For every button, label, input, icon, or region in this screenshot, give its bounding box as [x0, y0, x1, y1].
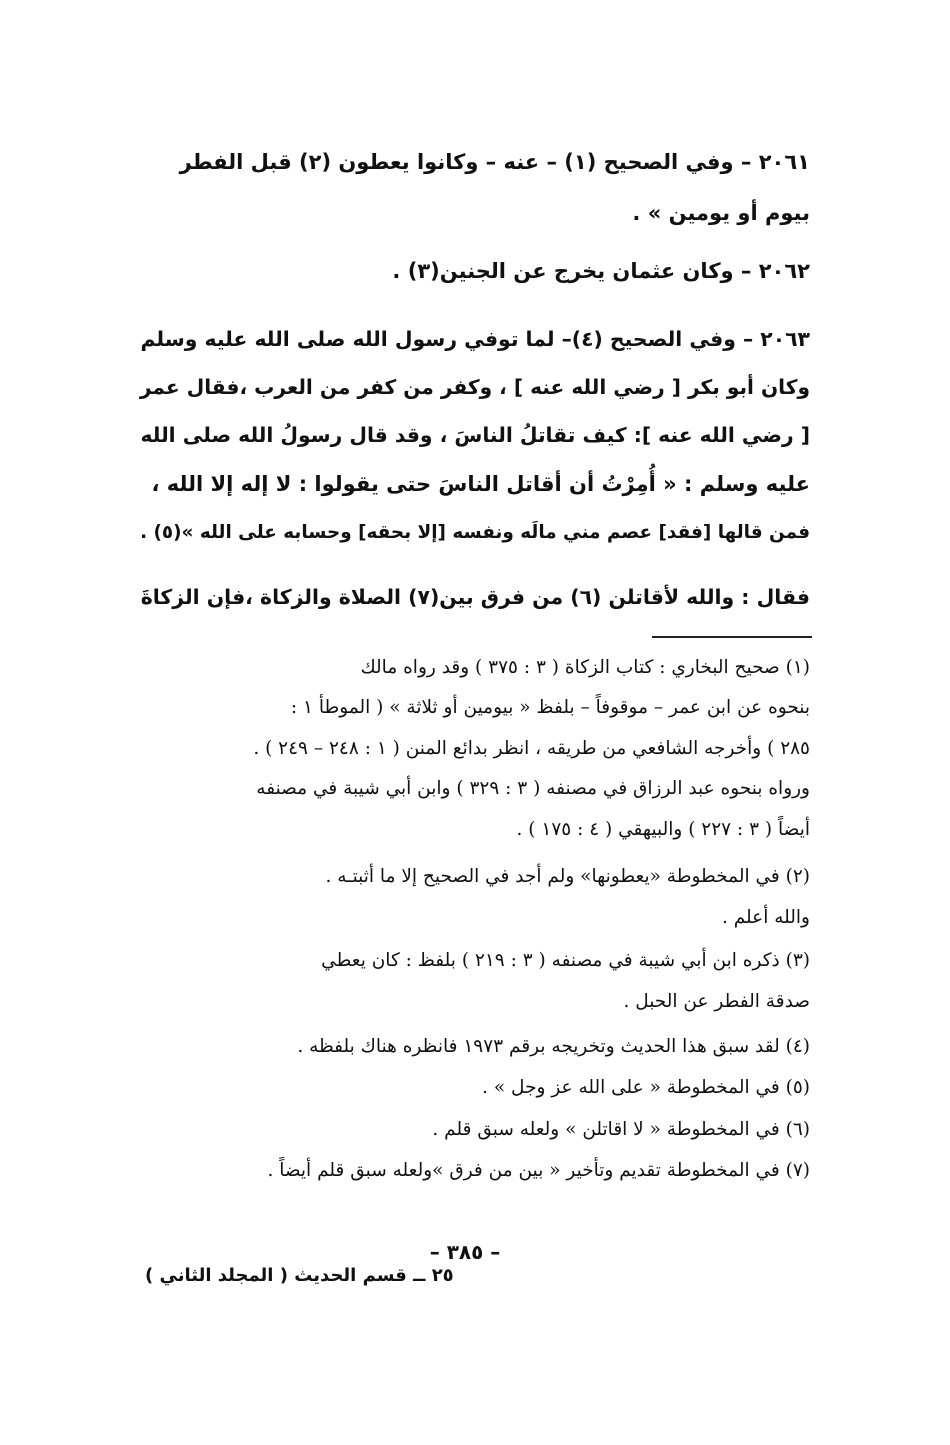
hadith-2063-line-3: [ رضي الله عنه ]: كيف تقاتلُ الناسَ ، وقد قال رسولُ الله صلى الله: [140, 423, 810, 447]
footnote-1-line-5: أيضاً ( ٣ : ٢٢٧ ) والبيهقي ( ٤ : ١٧٥ ) .: [516, 819, 810, 840]
footnote-5: (٥) في المخطوطة « على الله عز وجل » .: [482, 1077, 810, 1098]
hadith-2063-line-5: فمن قالها [فقد] عصم مني مالَه ونفسه [إلا بحقه] وحسابه على الله »(٥) .: [140, 522, 810, 543]
hadith-2063-line-2: وكان أبو بكر [ رضي الله عنه ] ، وكفر من كفر من العرب ،فقال عمر: [139, 375, 810, 399]
footnote-separator: [652, 636, 812, 638]
footnote-1-line-3: ٢٨٥ ) وأخرجه الشافعي من طريقه ، انظر بدائع المنن ( ١ : ٢٤٨ – ٢٤٩ ) .: [253, 738, 810, 759]
hadith-2061-line-2: بيوم أو يومين » .: [632, 201, 810, 225]
hadith-2061-line-1: ٢٠٦١ – وفي الصحيح (١) – عنه – وكانوا يعطون (٢) قبل الفطر: [179, 150, 810, 174]
footnote-4: (٤) لقد سبق هذا الحديث وتخريجه برقم ١٩٧٣ فانظره هناك بلفظه .: [297, 1036, 810, 1057]
footnote-3-line-1: (٣) ذكره ابن أبي شيبة في مصنفه ( ٣ : ٢١٩ ) بلفظ : كان يعطي: [321, 950, 810, 971]
hadith-2063-line-1: ٢٠٦٣ – وفي الصحيح (٤)– لما توفي رسول الله صلى الله عليه وسلم: [140, 327, 810, 351]
footnote-1-line-1: (١) صحيح البخاري : كتاب الزكاة ( ٣ : ٣٧٥ ) وقد رواه مالك: [360, 657, 810, 678]
footnote-6: (٦) في المخطوطة « لا اقاتلن » ولعله سبق قلم .: [432, 1119, 810, 1140]
footnote-7: (٧) في المخطوطة تقديم وتأخير « بين من فرق »ولعله سبق قلم أيضاً .: [267, 1160, 810, 1181]
page-number: – ٣٨٥ –: [429, 1240, 501, 1264]
footnote-1-line-2: بنحوه عن ابن عمر – موقوفاً – بلفظ « بيومين أو ثلاثة » ( الموطأ ١ :: [290, 697, 810, 718]
printer-signature: ٢٥ ــ قسم الحديث ( المجلد الثاني ): [145, 1265, 454, 1286]
hadith-2062-line-1: ٢٠٦٢ – وكان عثمان يخرج عن الجنين(٣) .: [392, 259, 810, 283]
footnote-1-line-4: ورواه بنحوه عبد الرزاق في مصنفه ( ٣ : ٣٢٩ ) وابن أبي شيبة في مصنفه: [256, 778, 810, 799]
footnote-2-line-1: (٢) في المخطوطة «يعطونها» ولم أجد في الصحيح إلا ما أثبتـه .: [325, 866, 810, 887]
hadith-2063-line-4: عليه وسلم : « أُمِرْتُ أن أقاتل الناسَ حتى يقولوا : لا إله إلا الله ،: [151, 472, 810, 496]
footnote-2-line-2: والله أعلم .: [721, 907, 810, 928]
footnote-3-line-2: صدقة الفطر عن الحبل .: [623, 991, 810, 1012]
hadith-2063-line-6: فقال : والله لأقاتلن (٦) من فرق بين(٧) الصلاة والزكاة ،فإن الزكاةَ: [140, 585, 810, 609]
